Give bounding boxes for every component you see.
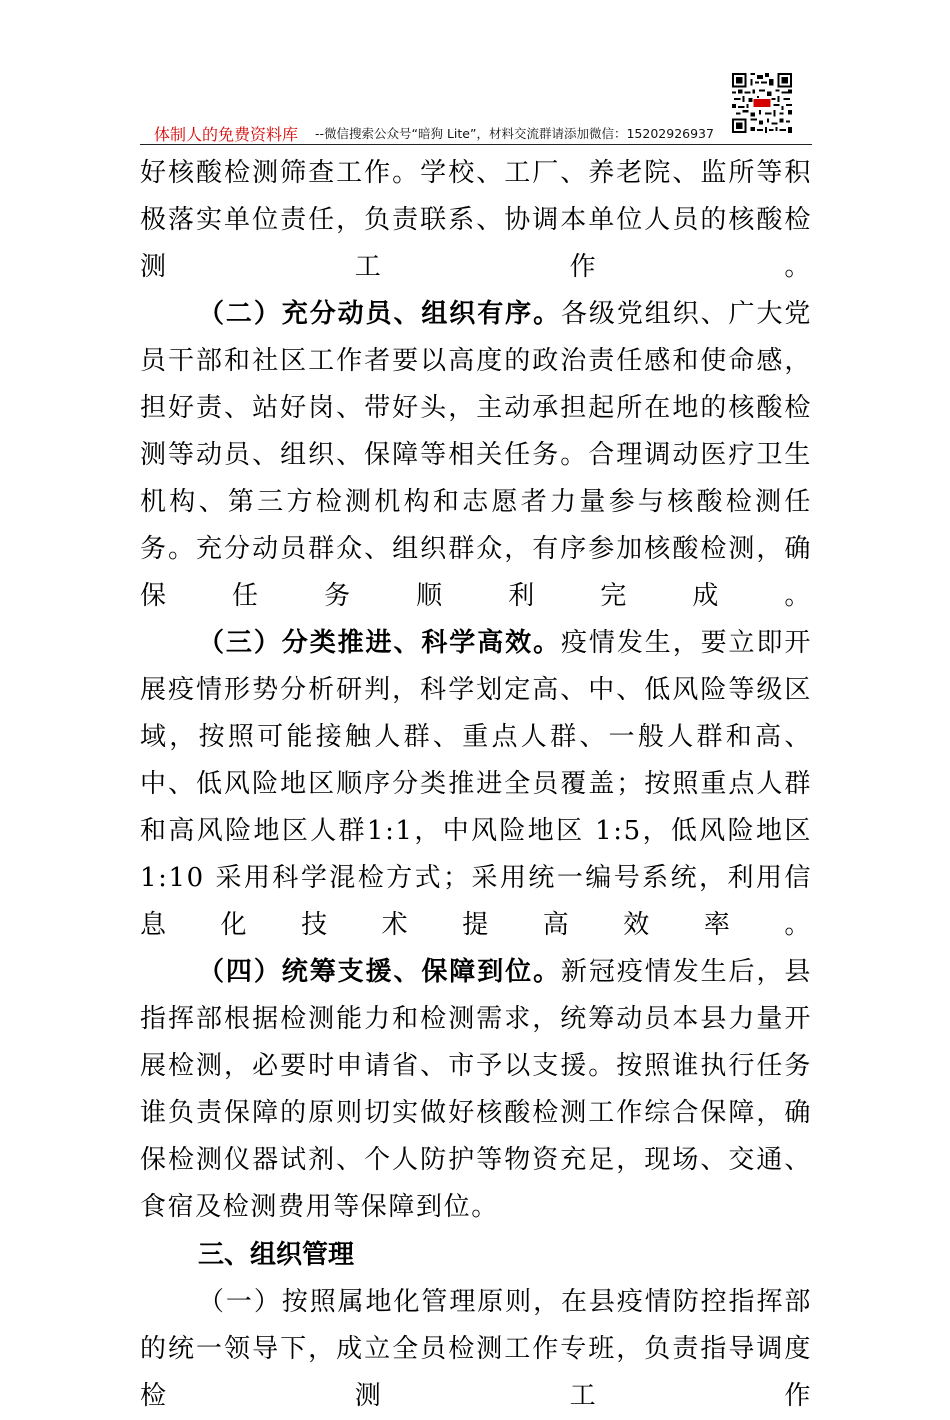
paragraph-text: 新冠疫情发生后，县指挥部根据检测能力和检测需求，统筹动员本县力量开展检测，必要时申请省、市予以支援。按照谁执行任务谁负责保障的原则切实做好核酸检测工作综合保障，确保检测仪器试剂、个人防护等物资充足，现场、交通、食宿及检测费用等保障到位。	[140, 957, 812, 1222]
header-divider	[140, 144, 812, 145]
paragraph	[140, 620, 812, 949]
paragraph-lead: （三）分类推进、科学高效。	[198, 628, 561, 658]
paragraph-text: 好核酸检测筛查工作。学校、工厂、养老院、监所等积极落实单位责任，负责联系、协调本单位人员的核酸检测工作。	[140, 158, 812, 282]
paragraph	[140, 150, 812, 291]
page-header	[140, 70, 812, 146]
brand-title: 体制人的免费资料库	[154, 125, 299, 144]
paragraph	[140, 949, 812, 1231]
paragraph-text: 各级党组织、广大党员干部和社区工作者要以高度的政治责任感和使命感，担好责、站好岗、带好头，主动承担起所在地的核酸检测等动员、组织、保障等相关任务。合理调动医疗卫生机构、第三方检测机构和志愿者力量参与核酸检测任务。充分动员群众、组织群众，有序参加核酸检测，确保任务顺利完成。	[140, 299, 812, 611]
paragraph-text: （一）按照属地化管理原则，在县疫情防控指挥部的统一领导下，成立全员检测工作专班，负责指导调度检测工作	[140, 1287, 812, 1411]
paragraph-lead: （四）统筹支援、保障到位。	[198, 957, 561, 987]
paragraph	[140, 291, 812, 620]
document-body	[140, 150, 812, 1420]
qr-code-icon	[732, 72, 792, 134]
section-heading: 三、组织管理	[198, 1240, 355, 1270]
header-note: --微信搜索公众号“暗狗 Lite”，材料交流群请添加微信：15202926937	[315, 126, 714, 141]
paragraph-text: 疫情发生，要立即开展疫情形势分析研判，科学划定高、中、低风险等级区域，按照可能接触人群、重点人群、一般人群和高、中、低风险地区顺序分类推进全员覆盖；按照重点人群和高风险地区人群1:1，中风险地区 1:5，低风险地区 1:10 采用科学混检方式；采用统一编号系统，利用信息化技术提高效率。	[140, 628, 812, 940]
paragraph-lead: （二）充分动员、组织有序。	[198, 299, 561, 329]
paragraph	[140, 1279, 812, 1420]
